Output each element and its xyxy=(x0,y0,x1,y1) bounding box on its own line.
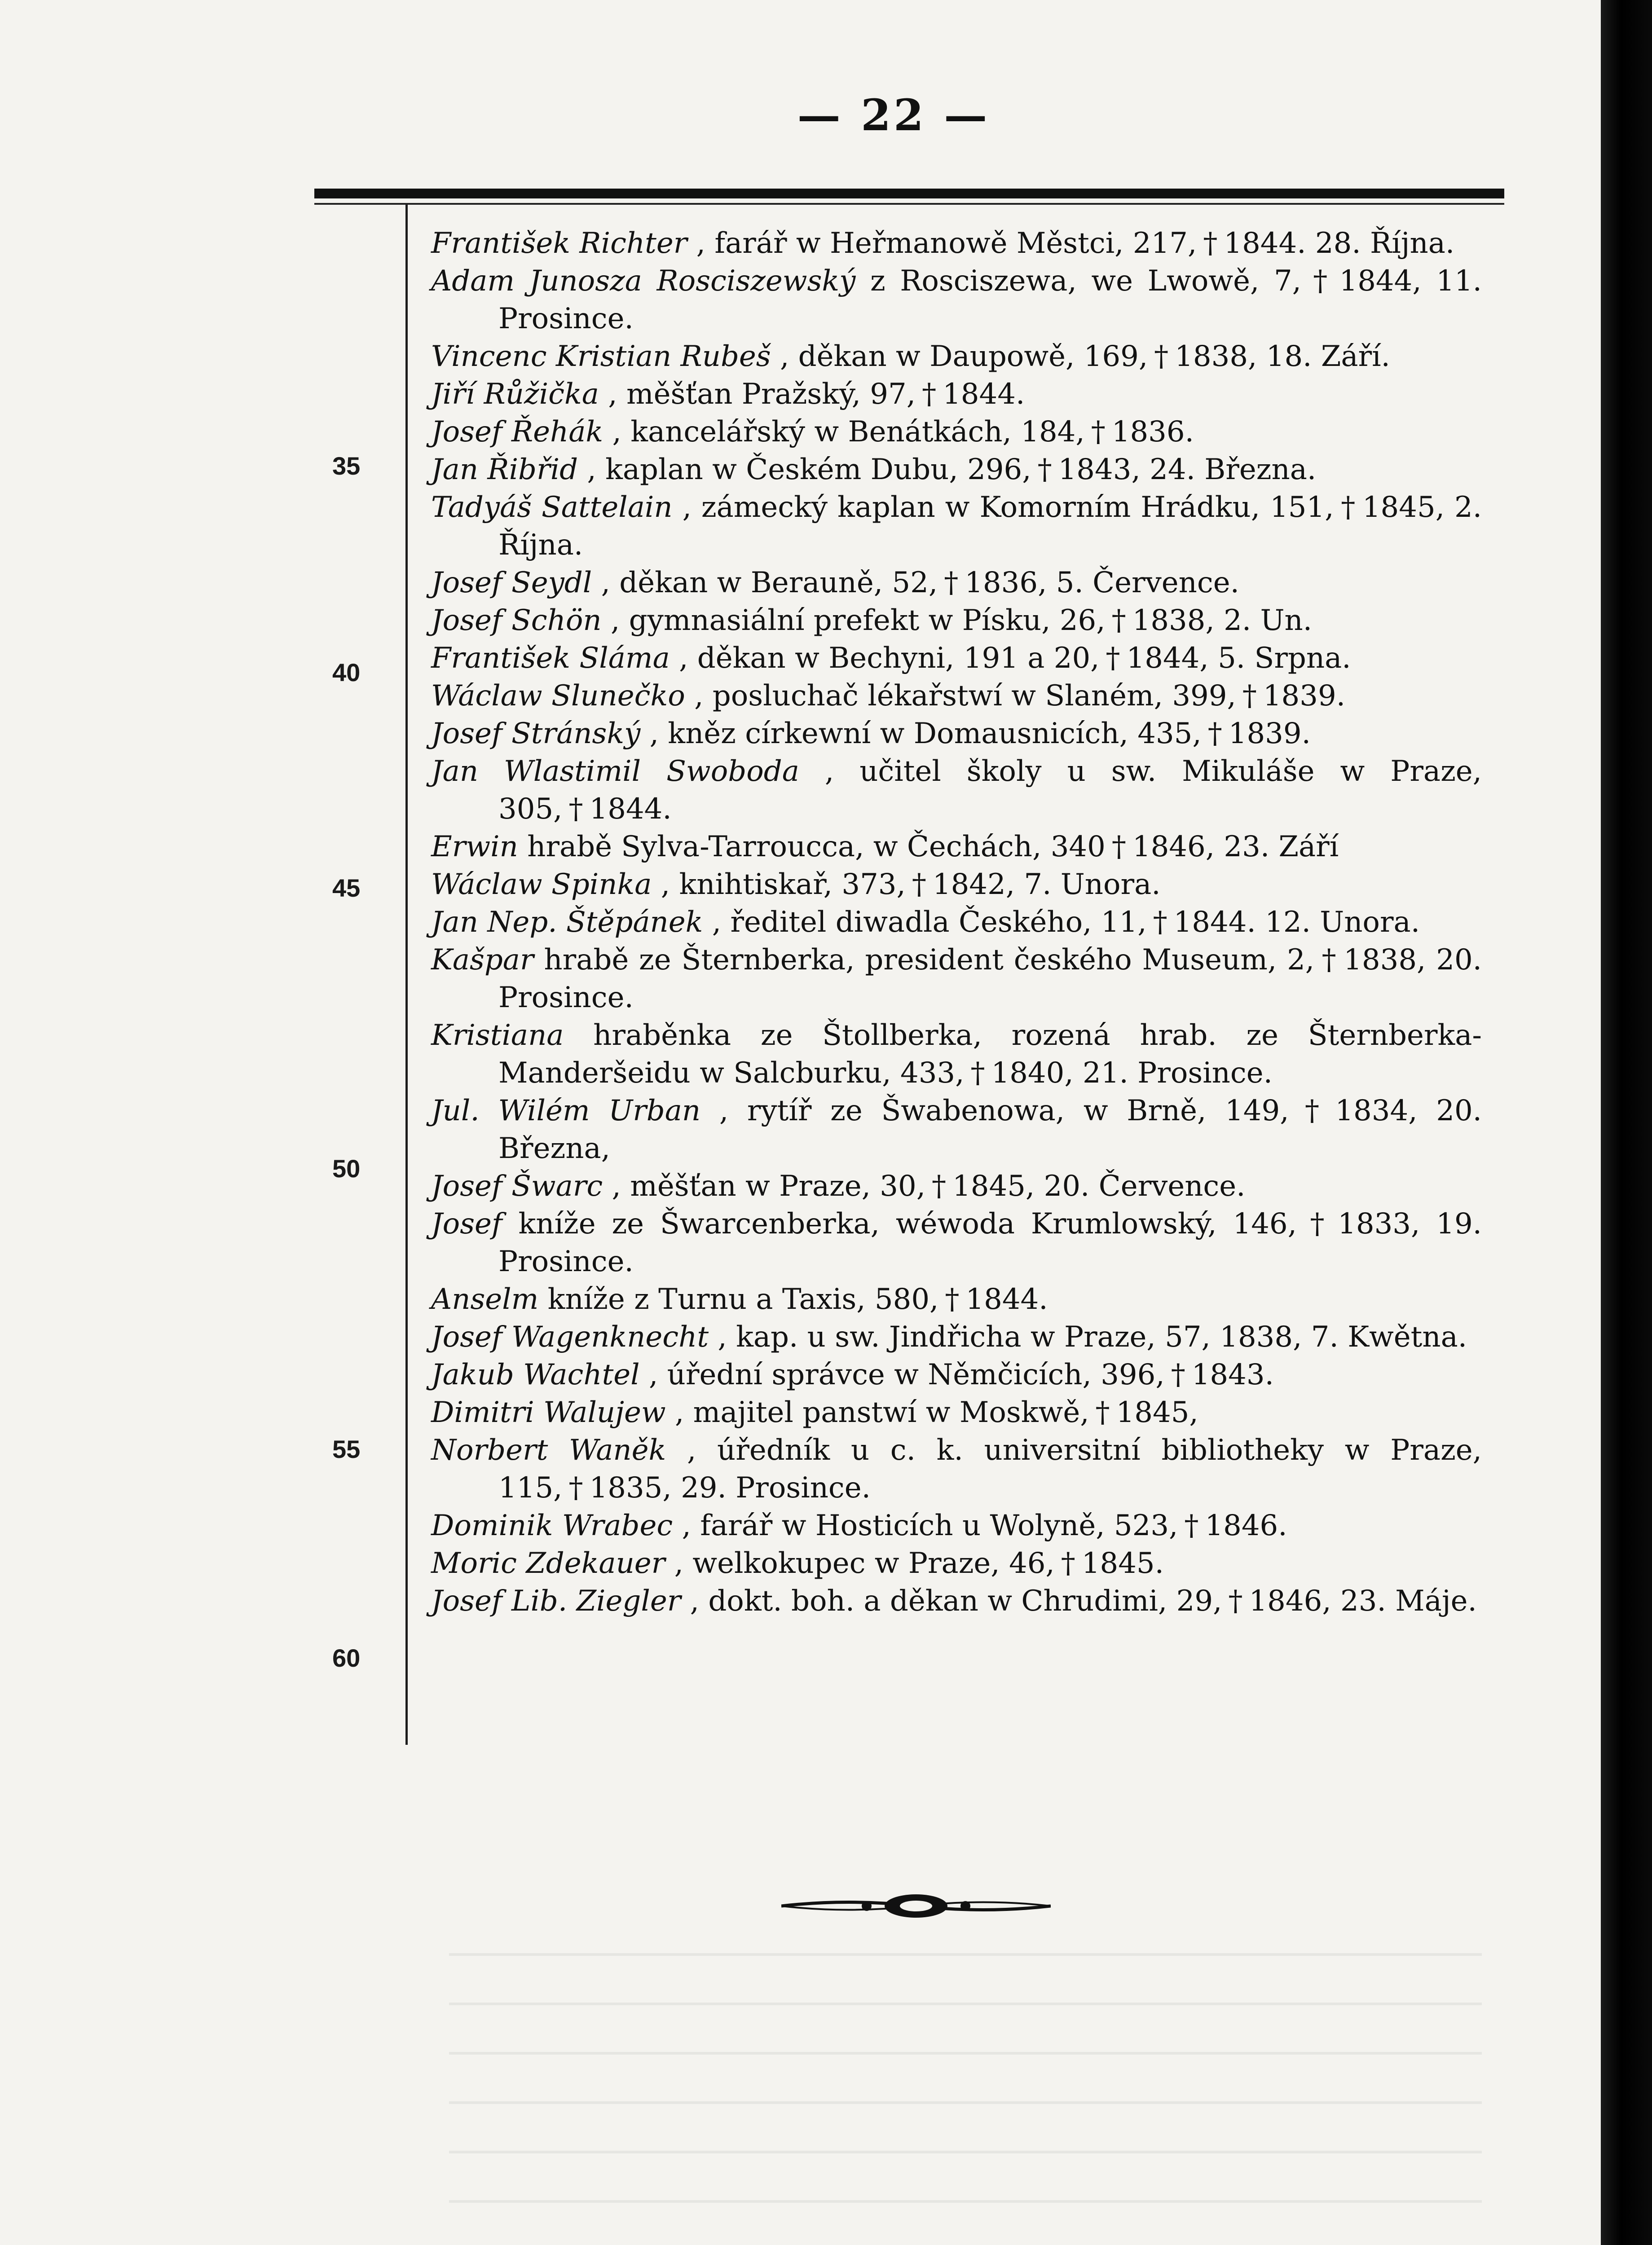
entry-detail: , knihtiskař, 373, xyxy=(661,868,906,901)
person-name: Jul. Wilém Urban xyxy=(431,1094,701,1127)
list-item xyxy=(431,639,1482,677)
dagger-death-mark: † xyxy=(1106,642,1120,675)
dagger-death-mark: † xyxy=(1207,717,1222,750)
dagger-death-mark: † xyxy=(568,1471,583,1505)
person-name: Josef xyxy=(431,1207,502,1241)
list-item xyxy=(431,1356,1482,1394)
person-name: Jan Nep. Štěpánek xyxy=(431,906,703,939)
list-item xyxy=(431,413,1482,451)
death-date: 1845. xyxy=(1081,1547,1164,1580)
list-item xyxy=(431,262,1482,338)
entry-detail: kníže z Turnu a Taxis, 580, xyxy=(547,1283,939,1316)
dagger-death-mark: † xyxy=(922,378,937,411)
line-number: 35 xyxy=(332,452,361,480)
bleed-through xyxy=(449,2200,1482,2203)
list-item xyxy=(431,1582,1482,1620)
list-item xyxy=(431,1545,1482,1582)
entry-detail: , gymnasiální prefekt w Písku, 26, xyxy=(610,604,1106,637)
dagger-death-mark: † xyxy=(1340,491,1356,524)
person-name: Josef Stránský xyxy=(431,717,641,750)
death-date: 1844. 28. Října. xyxy=(1224,227,1455,260)
list-item xyxy=(431,903,1482,941)
dagger-death-mark: † xyxy=(1061,1547,1075,1580)
entry-detail: , rytíř ze Šwabenowa, w Brně, 149, xyxy=(719,1094,1289,1127)
dagger-death-mark: † xyxy=(568,792,583,826)
entry-detail: , kaplan w Českém Dubu, 296, xyxy=(587,453,1031,486)
entry-detail: kníže ze Šwarcenberka, wéwoda Krumlowský, 146, xyxy=(518,1207,1297,1241)
entry-detail: hrabě ze Šternberka, president českého Museum, 2, xyxy=(544,943,1315,977)
dagger-death-mark: † xyxy=(1171,1358,1185,1391)
entry-detail: , děkan w Bechyni, 191 a 20, xyxy=(679,642,1100,675)
person-name: Josef Wagenknecht xyxy=(431,1321,709,1354)
entry-detail: hrabě Sylva-Tarroucca, w Čechách, 340 xyxy=(527,830,1106,863)
death-date: 1845, 2. Října. xyxy=(498,491,1482,562)
entry-detail: , ředitel diwadla Českého, 11, xyxy=(712,906,1147,939)
death-date: 1844. xyxy=(589,792,672,826)
death-date: 1844. xyxy=(943,378,1025,411)
list-item xyxy=(431,1205,1482,1281)
person-name: Josef Šwarc xyxy=(431,1170,603,1203)
entry-detail: , majitel panstwí w Moskwě, xyxy=(674,1396,1089,1429)
entry-detail: , měšťan Pražský, 97, xyxy=(608,378,916,411)
dagger-death-mark: † xyxy=(1203,227,1218,260)
entry-detail: , farář w Hosticích u Wolyně, 523, xyxy=(682,1509,1178,1542)
bleed-through xyxy=(449,2003,1482,2005)
list-item xyxy=(431,564,1482,602)
person-name: Wáclaw Slunečko xyxy=(431,679,685,713)
margin-rule xyxy=(405,205,408,1745)
dagger-death-mark: † xyxy=(945,1283,960,1316)
bleed-through xyxy=(449,2101,1482,2104)
dagger-death-mark: † xyxy=(970,1056,985,1090)
list-item xyxy=(431,489,1482,564)
person-name: Josef Schön xyxy=(431,604,602,637)
dagger-death-mark: † xyxy=(1321,943,1338,977)
death-date: 1839. xyxy=(1228,717,1311,750)
dagger-death-mark: † xyxy=(1308,264,1333,298)
list-item xyxy=(431,1318,1482,1356)
list-item xyxy=(431,1431,1482,1507)
line-number: 50 xyxy=(332,1154,361,1183)
person-name: Kašpar xyxy=(431,943,534,977)
list-item xyxy=(431,224,1482,262)
death-date: 1840, 21. Prosince. xyxy=(991,1056,1273,1090)
person-name: Adam Junosza Rosciszewský xyxy=(431,264,856,298)
death-date: 1839. xyxy=(1263,679,1346,713)
entry-detail: , měšťan w Praze, 30, xyxy=(612,1170,926,1203)
entry-detail: , farář w Heřmanowě Městci, 217, xyxy=(696,227,1197,260)
dagger-death-mark: † xyxy=(1303,1207,1332,1241)
death-date: 1836, 5. Července. xyxy=(965,566,1239,599)
person-name: Kristiana xyxy=(431,1019,564,1052)
list-item xyxy=(431,1507,1482,1545)
dagger-death-mark: † xyxy=(944,566,959,599)
death-date: 1833, 19. Prosince. xyxy=(498,1207,1482,1278)
entry-detail: , kap. u sw. Jindřicha w Praze, 57, 1838, 7. Kwětna. xyxy=(718,1321,1467,1354)
death-date: 1844. 12. Unora. xyxy=(1173,906,1420,939)
person-name: Erwin xyxy=(431,830,518,863)
list-item xyxy=(431,1281,1482,1318)
list-item xyxy=(431,338,1482,375)
death-date: 1838, 18. Září. xyxy=(1175,340,1390,373)
line-number: 55 xyxy=(332,1435,361,1463)
death-date: 1846, 23. Máje. xyxy=(1249,1585,1477,1618)
ornament-flourish-icon xyxy=(781,1890,1051,1922)
person-name: František Sláma xyxy=(431,642,670,675)
death-date: 1844. xyxy=(965,1283,1048,1316)
death-date: 1838, 20. Prosince. xyxy=(498,943,1482,1014)
entry-detail: , děkan w Berauně, 52, xyxy=(601,566,938,599)
person-name: Jiří Růžička xyxy=(431,378,599,411)
header-rule-thin xyxy=(314,203,1504,205)
person-name: Dominik Wrabec xyxy=(431,1509,673,1542)
death-date: 1838, 2. Un. xyxy=(1132,604,1313,637)
list-item xyxy=(431,753,1482,828)
list-item xyxy=(431,602,1482,639)
entry-detail: hraběnka ze Štollberka, rozená hrab. ze Šternberka-Manderšeidu w Salcburku, 433, xyxy=(498,1019,1482,1090)
person-name: František Richter xyxy=(431,227,687,260)
line-number: 40 xyxy=(332,658,361,687)
list-item xyxy=(431,1167,1482,1205)
death-date: 1843. xyxy=(1191,1358,1274,1391)
dagger-death-mark: † xyxy=(1242,679,1257,713)
dagger-death-mark: † xyxy=(1095,1396,1110,1429)
entry-detail: z Rosciszewa, we Lwowě, 7, xyxy=(870,264,1302,298)
death-date: 1843, 24. Března. xyxy=(1058,453,1317,486)
person-name: Anselm xyxy=(431,1283,539,1316)
entry-detail: , welkokupec w Praze, 46, xyxy=(674,1547,1055,1580)
death-date: 1844, 5. Srpna. xyxy=(1126,642,1351,675)
list-item xyxy=(431,451,1482,489)
dagger-death-mark: † xyxy=(912,868,926,901)
death-date: 1845, 20. Července. xyxy=(952,1170,1246,1203)
person-name: Wáclaw Spinka xyxy=(431,868,652,901)
list-item xyxy=(431,715,1482,753)
entry-detail: , zámecký kaplan w Komorním Hrádku, 151, xyxy=(682,491,1334,524)
obituary-list xyxy=(431,224,1482,1620)
list-item xyxy=(431,1017,1482,1092)
person-name: Jakub Wachtel xyxy=(431,1358,640,1391)
person-name: Josef Řehák xyxy=(431,415,604,449)
entry-detail: , děkan w Daupowě, 169, xyxy=(780,340,1148,373)
death-date: 1844, 11. Prosince. xyxy=(498,264,1482,335)
entry-detail: , kancelářský w Benátkách, 184, xyxy=(612,415,1085,449)
list-item xyxy=(431,828,1482,866)
dagger-death-mark: † xyxy=(1153,906,1167,939)
person-name: Tadyáš Sattelain xyxy=(431,491,673,524)
entry-detail: , kněz církewní w Domausnicích, 435, xyxy=(649,717,1202,750)
person-name: Dimitri Walujew xyxy=(431,1396,666,1429)
line-number-column xyxy=(0,0,404,2245)
page-edge xyxy=(1601,0,1652,2245)
death-date: 1842, 7. Unora. xyxy=(932,868,1161,901)
line-number: 60 xyxy=(332,1644,361,1672)
dagger-death-mark: † xyxy=(1295,1094,1329,1127)
death-date: 1846, 23. Září xyxy=(1132,830,1339,863)
entry-detail: , učitel školy u sw. Mikuláše w Praze, 305, xyxy=(498,755,1482,826)
death-date: 1845, xyxy=(1116,1396,1198,1429)
entry-detail: , úřední správce w Němčicích, 396, xyxy=(648,1358,1165,1391)
dagger-death-mark: † xyxy=(1154,340,1169,373)
dagger-death-mark: † xyxy=(1111,830,1126,863)
entry-detail: , úředník u c. k. universitní bibliotheky w Praze, 115, xyxy=(498,1434,1482,1505)
page-number: — 22 — xyxy=(797,90,990,141)
entry-detail: , posluchač lékařstwí w Slaném, 399, xyxy=(694,679,1236,713)
death-date: 1836. xyxy=(1111,415,1194,449)
dagger-death-mark: † xyxy=(932,1170,947,1203)
death-date: 1834, 20. Března, xyxy=(498,1094,1482,1165)
dagger-death-mark: † xyxy=(1111,604,1126,637)
bleed-through xyxy=(449,1953,1482,1956)
person-name: Jan Řibřid xyxy=(431,453,578,486)
list-item xyxy=(431,375,1482,413)
list-item xyxy=(431,866,1482,903)
list-item xyxy=(431,1092,1482,1167)
dagger-death-mark: † xyxy=(1228,1585,1243,1618)
bleed-through xyxy=(449,2151,1482,2153)
line-number: 45 xyxy=(332,874,361,902)
person-name: Vincenc Kristian Rubeš xyxy=(431,340,771,373)
entry-detail: , dokt. boh. a děkan w Chrudimi, 29, xyxy=(690,1585,1222,1618)
header-rule xyxy=(314,189,1504,198)
dagger-death-mark: † xyxy=(1091,415,1106,449)
bleed-through xyxy=(449,2052,1482,2055)
person-name: Josef Seydl xyxy=(431,566,592,599)
person-name: Moric Zdekauer xyxy=(431,1547,665,1580)
person-name: Josef Lib. Ziegler xyxy=(431,1585,681,1618)
death-date: 1835, 29. Prosince. xyxy=(589,1471,871,1505)
person-name: Jan Wlastimil Swoboda xyxy=(431,755,799,788)
person-name: Norbert Waněk xyxy=(431,1434,666,1467)
list-item xyxy=(431,941,1482,1017)
list-item xyxy=(431,1394,1482,1431)
dagger-death-mark: † xyxy=(1184,1509,1199,1542)
death-date: 1846. xyxy=(1205,1509,1287,1542)
list-item xyxy=(431,677,1482,715)
dagger-death-mark: † xyxy=(1037,453,1052,486)
